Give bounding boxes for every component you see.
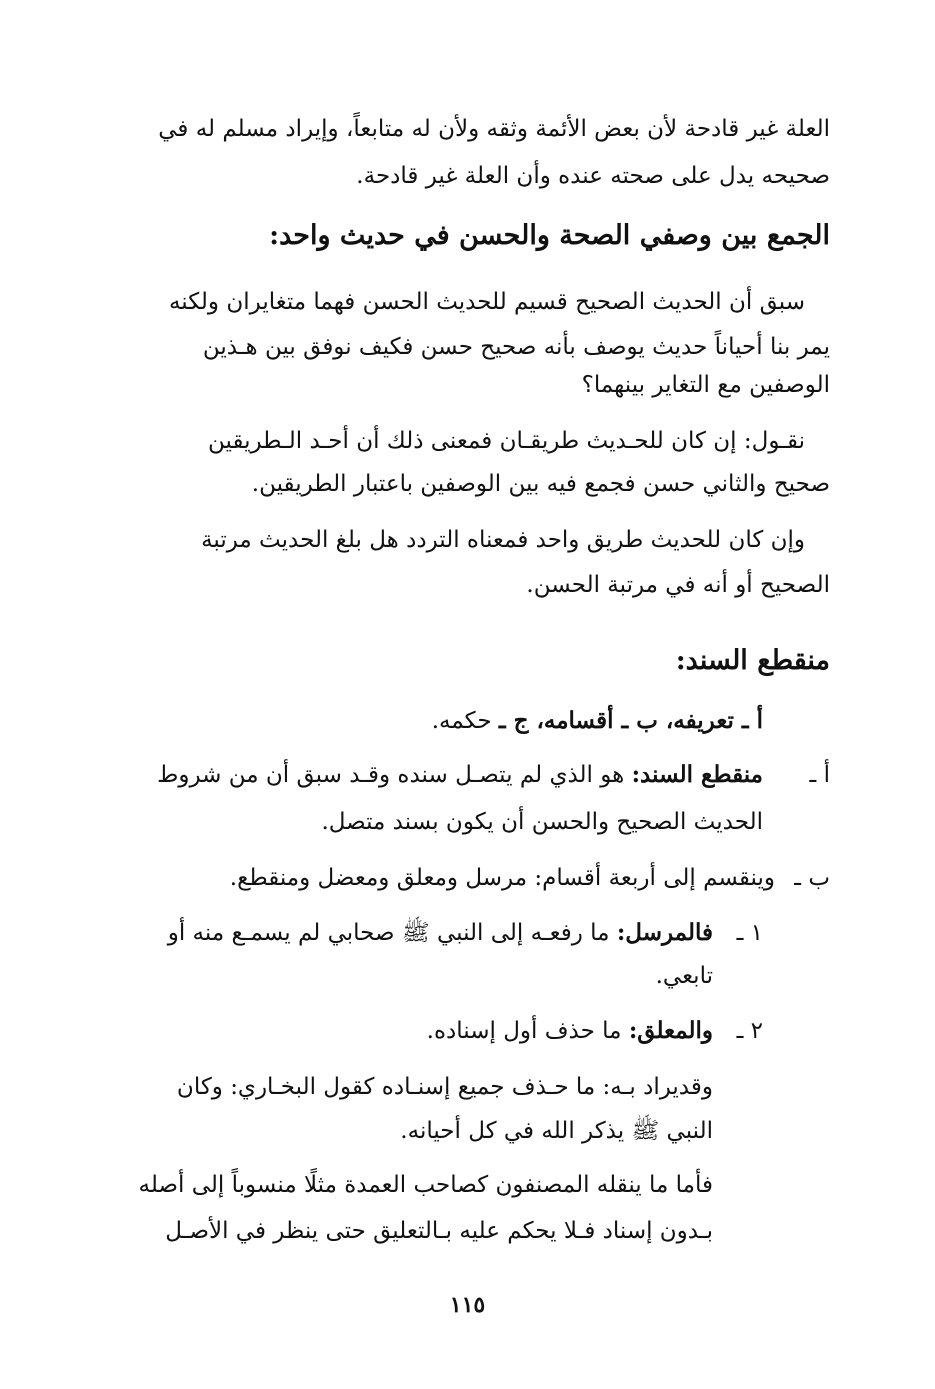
numbered-item-line: تابعي.	[655, 963, 713, 989]
paragraph-line: النبي ﷺ يذكر الله في كل أحيانه.	[400, 1118, 713, 1144]
item-term: والمعلق:	[628, 1017, 713, 1044]
definition-line	[157, 754, 763, 796]
list-item-text: وينقسم إلى أربعة أقسام: مرسل ومعلق ومعضل ومنقطع.	[229, 865, 775, 891]
section-heading: منقطع السند:	[675, 645, 830, 676]
definition-line: الحديث الصحيح والحسن أن يكون بسند متصل.	[321, 809, 763, 835]
page-number: ١١٥	[449, 1292, 486, 1318]
definition-text: هو الذي لم يتصـل سنده وقـد سبق أن من شروط	[157, 762, 632, 788]
numbered-marker: ١ ـ	[736, 920, 763, 946]
item-text: ما رفعـه إلى النبي ﷺ صحابي لم يسمـع منه أو	[167, 920, 617, 946]
item-term: فالمرسل:	[616, 919, 713, 946]
paragraph-line: يمر بنا أحياناً حديث يوصف بأنه صحيح حسن فكيف نوفق بين هـذين	[202, 334, 830, 360]
paragraph-line: وإن كان للحديث طريق واحد فمعناه التردد هل بلغ الحديث مرتبة	[201, 527, 805, 553]
numbered-item-line	[427, 1010, 713, 1052]
outline-last-item: حكمه.	[431, 708, 499, 734]
section-heading: الجمع بين وصفي الصحة والحسن في حديث واحد:	[269, 220, 830, 251]
numbered-marker: ٢ ـ	[736, 1018, 763, 1044]
paragraph-line: الصحيح أو أنه في مرتبة الحسن.	[526, 572, 830, 598]
numbered-item-line	[168, 912, 713, 954]
paragraph-line: الوصفين مع التغاير بينهما؟	[581, 372, 830, 398]
paragraph-line: فأما ما ينقله المصنفون كصاحب العمدة مثلًا منسوباً إلى أصله	[138, 1172, 713, 1198]
paragraph-line: وقديراد بـه: ما حـذف جميع إسنـاده كقول البخـاري: وكان	[176, 1074, 713, 1100]
item-text: ما حذف أول إسناده.	[426, 1018, 629, 1044]
paragraph-line: سبق أن الحديث الصحيح قسيم للحديث الحسن فهما متغايران ولكنه	[168, 289, 805, 315]
outline-line	[432, 700, 763, 742]
list-marker: أ ـ	[809, 762, 830, 788]
paragraph-line: العلة غير قادحة لأن بعض الأئمة وثقه ولأن له متابعاً، وإيراد مسلم له في	[158, 116, 830, 142]
outline-items: أ ـ تعريفه، ب ـ أقسامه، ج ـ	[498, 707, 763, 734]
paragraph-line: نقـول: إن كان للحـديث طريقـان فمعنى ذلك أن أحـد الـطريقين	[208, 428, 805, 454]
list-marker: ب ـ	[794, 865, 830, 891]
paragraph-line: صحيحه يدل على صحته عنده وأن العلة غير قادحة.	[356, 163, 830, 189]
paragraph-line: بـدون إسناد فـلا يحكم عليه بـالتعليق حتى ينظر في الأصـل	[165, 1218, 713, 1244]
definition-term: منقطع السند:	[631, 761, 763, 788]
paragraph-line: صحيح والثاني حسن فجمع فيه بين الوصفين باعتبار الطريقين.	[251, 471, 830, 497]
